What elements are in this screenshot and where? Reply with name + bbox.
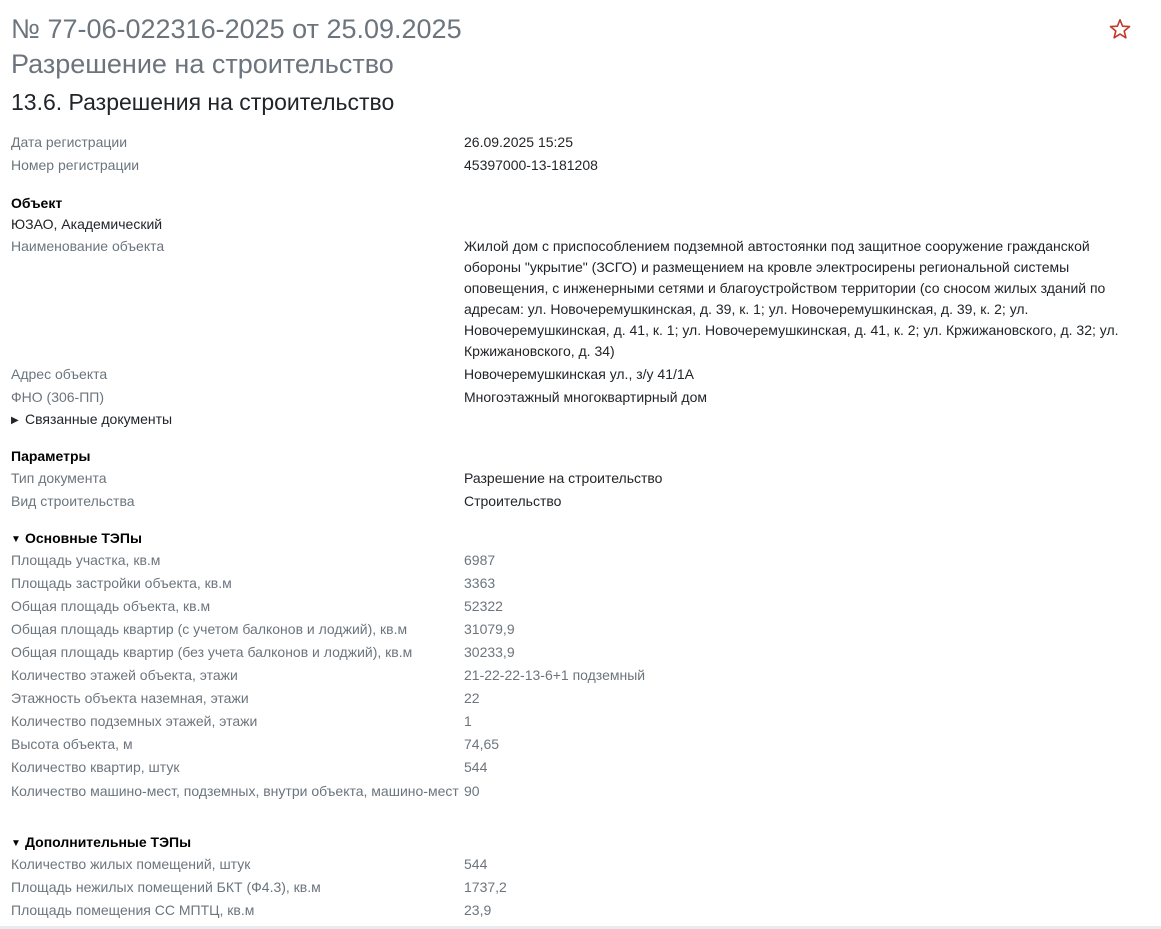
tep-value: 544	[464, 759, 488, 776]
field-label: Наименование объекта	[11, 238, 165, 254]
tep-label: Площадь застройки объекта, кв.м	[11, 575, 232, 592]
tep-label: Этажность объекта наземная, этажи	[11, 690, 249, 707]
tep-label: Общая площадь квартир (без учета балконов и лоджий), кв.м	[11, 644, 413, 661]
tep-label: Площадь нежилых помещений БКТ (Ф4.3), кв.м	[11, 879, 321, 895]
object-district: ЮЗАО, Академический	[11, 216, 163, 232]
tep-label: Площадь участка, кв.м	[11, 552, 161, 568]
tep-value: 31079,9	[464, 621, 515, 638]
tep-value: 6987	[464, 552, 496, 568]
field-label: ФНО (306-ПП)	[11, 389, 105, 405]
field-label: Номер регистрации	[11, 157, 140, 173]
field-value: 45397000-13-181208	[464, 157, 598, 173]
triangle-down-icon: ▼	[11, 534, 21, 545]
tep-value: 30233,9	[464, 644, 515, 661]
field-value: Разрешение на строительство	[464, 470, 663, 486]
tep-label: Количество жилых помещений, штук	[11, 856, 251, 872]
tep-label: Общая площадь квартир (с учетом балконов и лоджий), кв.м	[11, 621, 408, 638]
tep-label: Общая площадь объекта, кв.м	[11, 598, 211, 615]
field-value: Строительство	[464, 493, 562, 509]
triangle-down-icon: ▼	[11, 838, 21, 849]
tep-value: 52322	[464, 598, 503, 615]
document-type-title: Разрешение на строительство	[11, 49, 394, 79]
tep-label: Количество квартир, штук	[11, 759, 180, 776]
field-label: Тип документа	[11, 470, 107, 486]
document-category: 13.6. Разрешения на строительство	[11, 89, 395, 115]
tep-value: 21-22-22-13-6+1 подземный	[464, 667, 646, 684]
tep-label: Количество этажей объекта, этажи	[11, 667, 238, 684]
tep-label: Количество подземных этажей, этажи	[11, 713, 258, 730]
favorite-star-icon[interactable]	[1108, 17, 1132, 41]
main-tep-toggle[interactable]	[11, 528, 142, 550]
tep-value: 3363	[464, 575, 496, 592]
field-label: Вид строительства	[11, 493, 135, 509]
extra-tep-toggle[interactable]	[11, 832, 191, 854]
field-label: Дата регистрации	[11, 134, 128, 150]
tep-value: 1	[464, 713, 472, 730]
related-documents-toggle[interactable]	[11, 409, 172, 431]
field-value: Многоэтажный многоквартирный дом	[464, 389, 708, 405]
tep-value: 74,65	[464, 736, 500, 753]
tep-value: 1737,2	[464, 879, 507, 895]
tep-value: 544	[464, 856, 488, 872]
tep-label: Количество машино-мест, подземных, внутри объекта, машино-мест	[11, 782, 459, 799]
field-value: Новочеремушкинская ул., з/у 41/1А	[464, 366, 695, 382]
field-value: Жилой дом с приспособлением подземной автостоянки под защитное сооружение гражданской обороны "укрытие" (ЗСГО) и размещением на кровле электросирены региональной системы оповещения, с инженерными сетями и благоустройством территории (со сносом жилых зданий по адресам: ул. Новочеремушкинская, д. 39, к. 1; ул. Новочеремушкинская, д. 39, к. 2; ул. Новочеремушкинская, д. 41, к. 1; ул. Новочеремушкинская, д. 41, к. 2; ул. Кржижановского, д. 32; ул. Кржижановского, д. 34)	[464, 238, 1119, 359]
section-title-object: Объект	[11, 195, 63, 211]
related-documents-label: Связанные документы	[25, 411, 173, 427]
tep-label: Высота объекта, м	[11, 736, 133, 753]
tep-value: 90	[464, 782, 480, 799]
tep-label: Площадь помещения СС МПТЦ, кв.м	[11, 902, 255, 918]
tep-value: 22	[464, 690, 480, 707]
document-number-title: № 77-06-022316-2025 от 25.09.2025	[11, 14, 462, 44]
tep-value: 23,9	[464, 902, 492, 918]
field-value: 26.09.2025 15:25	[464, 134, 573, 150]
section-title-params: Параметры	[11, 448, 91, 464]
field-label: Адрес объекта	[11, 366, 108, 382]
extra-tep-title: Дополнительные ТЭПы	[25, 834, 192, 850]
main-tep-title: Основные ТЭПы	[25, 530, 142, 546]
triangle-right-icon: ▶	[11, 415, 19, 426]
